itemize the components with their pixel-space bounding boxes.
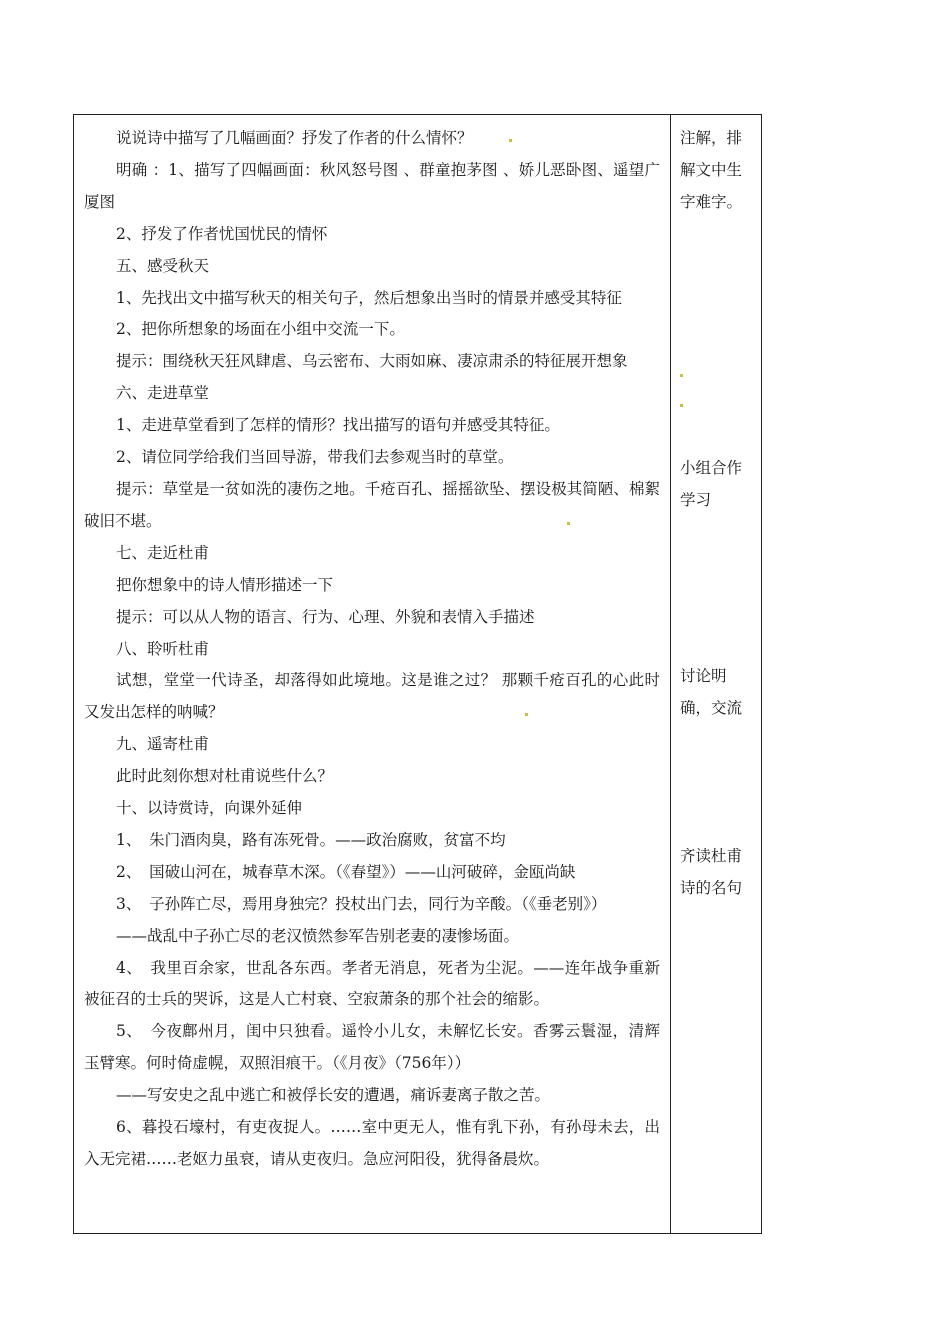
- paragraph: 2、请位同学给我们当回导游，带我们去参观当时的草堂。: [116, 448, 514, 467]
- main-column: [74, 115, 670, 1176]
- paragraph: 3、 子孙阵亡尽，焉用身独完？投杖出门去，同行为辛酸。（《垂老别》）: [116, 894, 607, 913]
- scan-mark: [680, 374, 683, 377]
- lesson-table: [73, 114, 762, 1234]
- scan-mark: [525, 713, 528, 716]
- paragraph: 6、暮投石壕村，有吏夜捉人。……室中更无人，惟有乳下孙，有孙母未去，出入无完裙……老妪力虽衰，请从吏夜归。急应河阳役，犹得备晨炊。: [84, 1118, 660, 1168]
- scan-mark: [680, 404, 683, 407]
- side-note: 注解，排解文中生字难字。: [680, 129, 743, 211]
- scan-mark: [509, 139, 512, 142]
- paragraph: 此时此刻你想对杜甫说些什么？: [116, 767, 334, 786]
- paragraph: 九、遥寄杜甫: [116, 735, 210, 754]
- paragraph: 4、 我里百余家，世乱各东西。孝者无消息，死者为尘泥。——连年战争重新被征召的士兵的哭诉，这是人亡村衰、空寂萧条的那个社会的缩影。: [84, 958, 660, 1009]
- scan-mark: [567, 522, 570, 525]
- paragraph: 提示：可以从人物的语言、行为、心理、外貌和表情入手描述: [116, 607, 535, 626]
- paragraph: 五、感受秋天: [116, 256, 210, 275]
- paragraph: 说说诗中描写了几幅画面？抒发了作者的什么情怀？: [116, 129, 473, 147]
- paragraph: 把你想象中的诗人情形描述一下: [116, 575, 334, 594]
- paragraph: 明确 ：1、描写了四幅画面：秋风怒号图 、群童抱茅图 、娇儿恶卧图、遥望广厦图: [84, 160, 660, 211]
- paragraph: 1、走进草堂看到了怎样的情形？找出描写的语句并感受其特征。: [116, 416, 560, 435]
- paragraph: 2、 国破山河在，城春草木深。（《春望》）——山河破碎，金瓯尚缺: [116, 862, 576, 881]
- paragraph: 提示：草堂是一贫如洗的凄伤之地。千疮百孔、摇摇欲坠、摆设极其简陋、棉絮破旧不堪。: [84, 479, 660, 530]
- notes-column: [671, 115, 762, 1233]
- side-note: 齐读杜甫诗的名句: [680, 847, 743, 897]
- paragraph: 七、走近杜甫: [116, 543, 210, 562]
- paragraph: 1、先找出文中描写秋天的相关句子，然后想象出当时的情景并感受其特征: [116, 288, 622, 307]
- paragraph: 1、 朱门酒肉臭，路有冻死骨。——政治腐败，贫富不均: [116, 830, 506, 849]
- paragraph: 十、以诗赏诗，向课外延伸: [116, 799, 303, 818]
- paragraph: ——战乱中子孙亡尽的老汉愤然参军告别老妻的凄惨场面。: [116, 926, 520, 945]
- side-note: 讨论明确，交流: [680, 667, 743, 717]
- paragraph: 提示：围绕秋天狂风肆虐、乌云密布、大雨如麻、凄凉肃杀的特征展开想象: [116, 352, 628, 371]
- paragraph: 2、抒发了作者忧国忧民的情怀: [116, 224, 328, 243]
- paragraph: 2、把你所想象的场面在小组中交流一下。: [116, 320, 405, 339]
- side-note: 小组合作学习: [680, 459, 743, 509]
- paragraph: ——写安史之乱中逃亡和被俘长安的遭遇，痛诉妻离子散之苦。: [116, 1086, 551, 1105]
- paragraph: 试想，堂堂一代诗圣，却落得如此境地。这是谁之过？ 那颗千疮百孔的心此时又发出怎样的呐喊？: [84, 671, 660, 722]
- paragraph: 六、走进草堂: [116, 384, 210, 403]
- paragraph: 八、聆听杜甫: [116, 639, 210, 658]
- paragraph: 5、 今夜鄜州月，闺中只独看。遥怜小儿女，未解忆长安。香雾云鬟湿，清辉玉臂寒。何时倚虚幌，双照泪痕干。（《月夜》（756年））: [84, 1022, 660, 1073]
